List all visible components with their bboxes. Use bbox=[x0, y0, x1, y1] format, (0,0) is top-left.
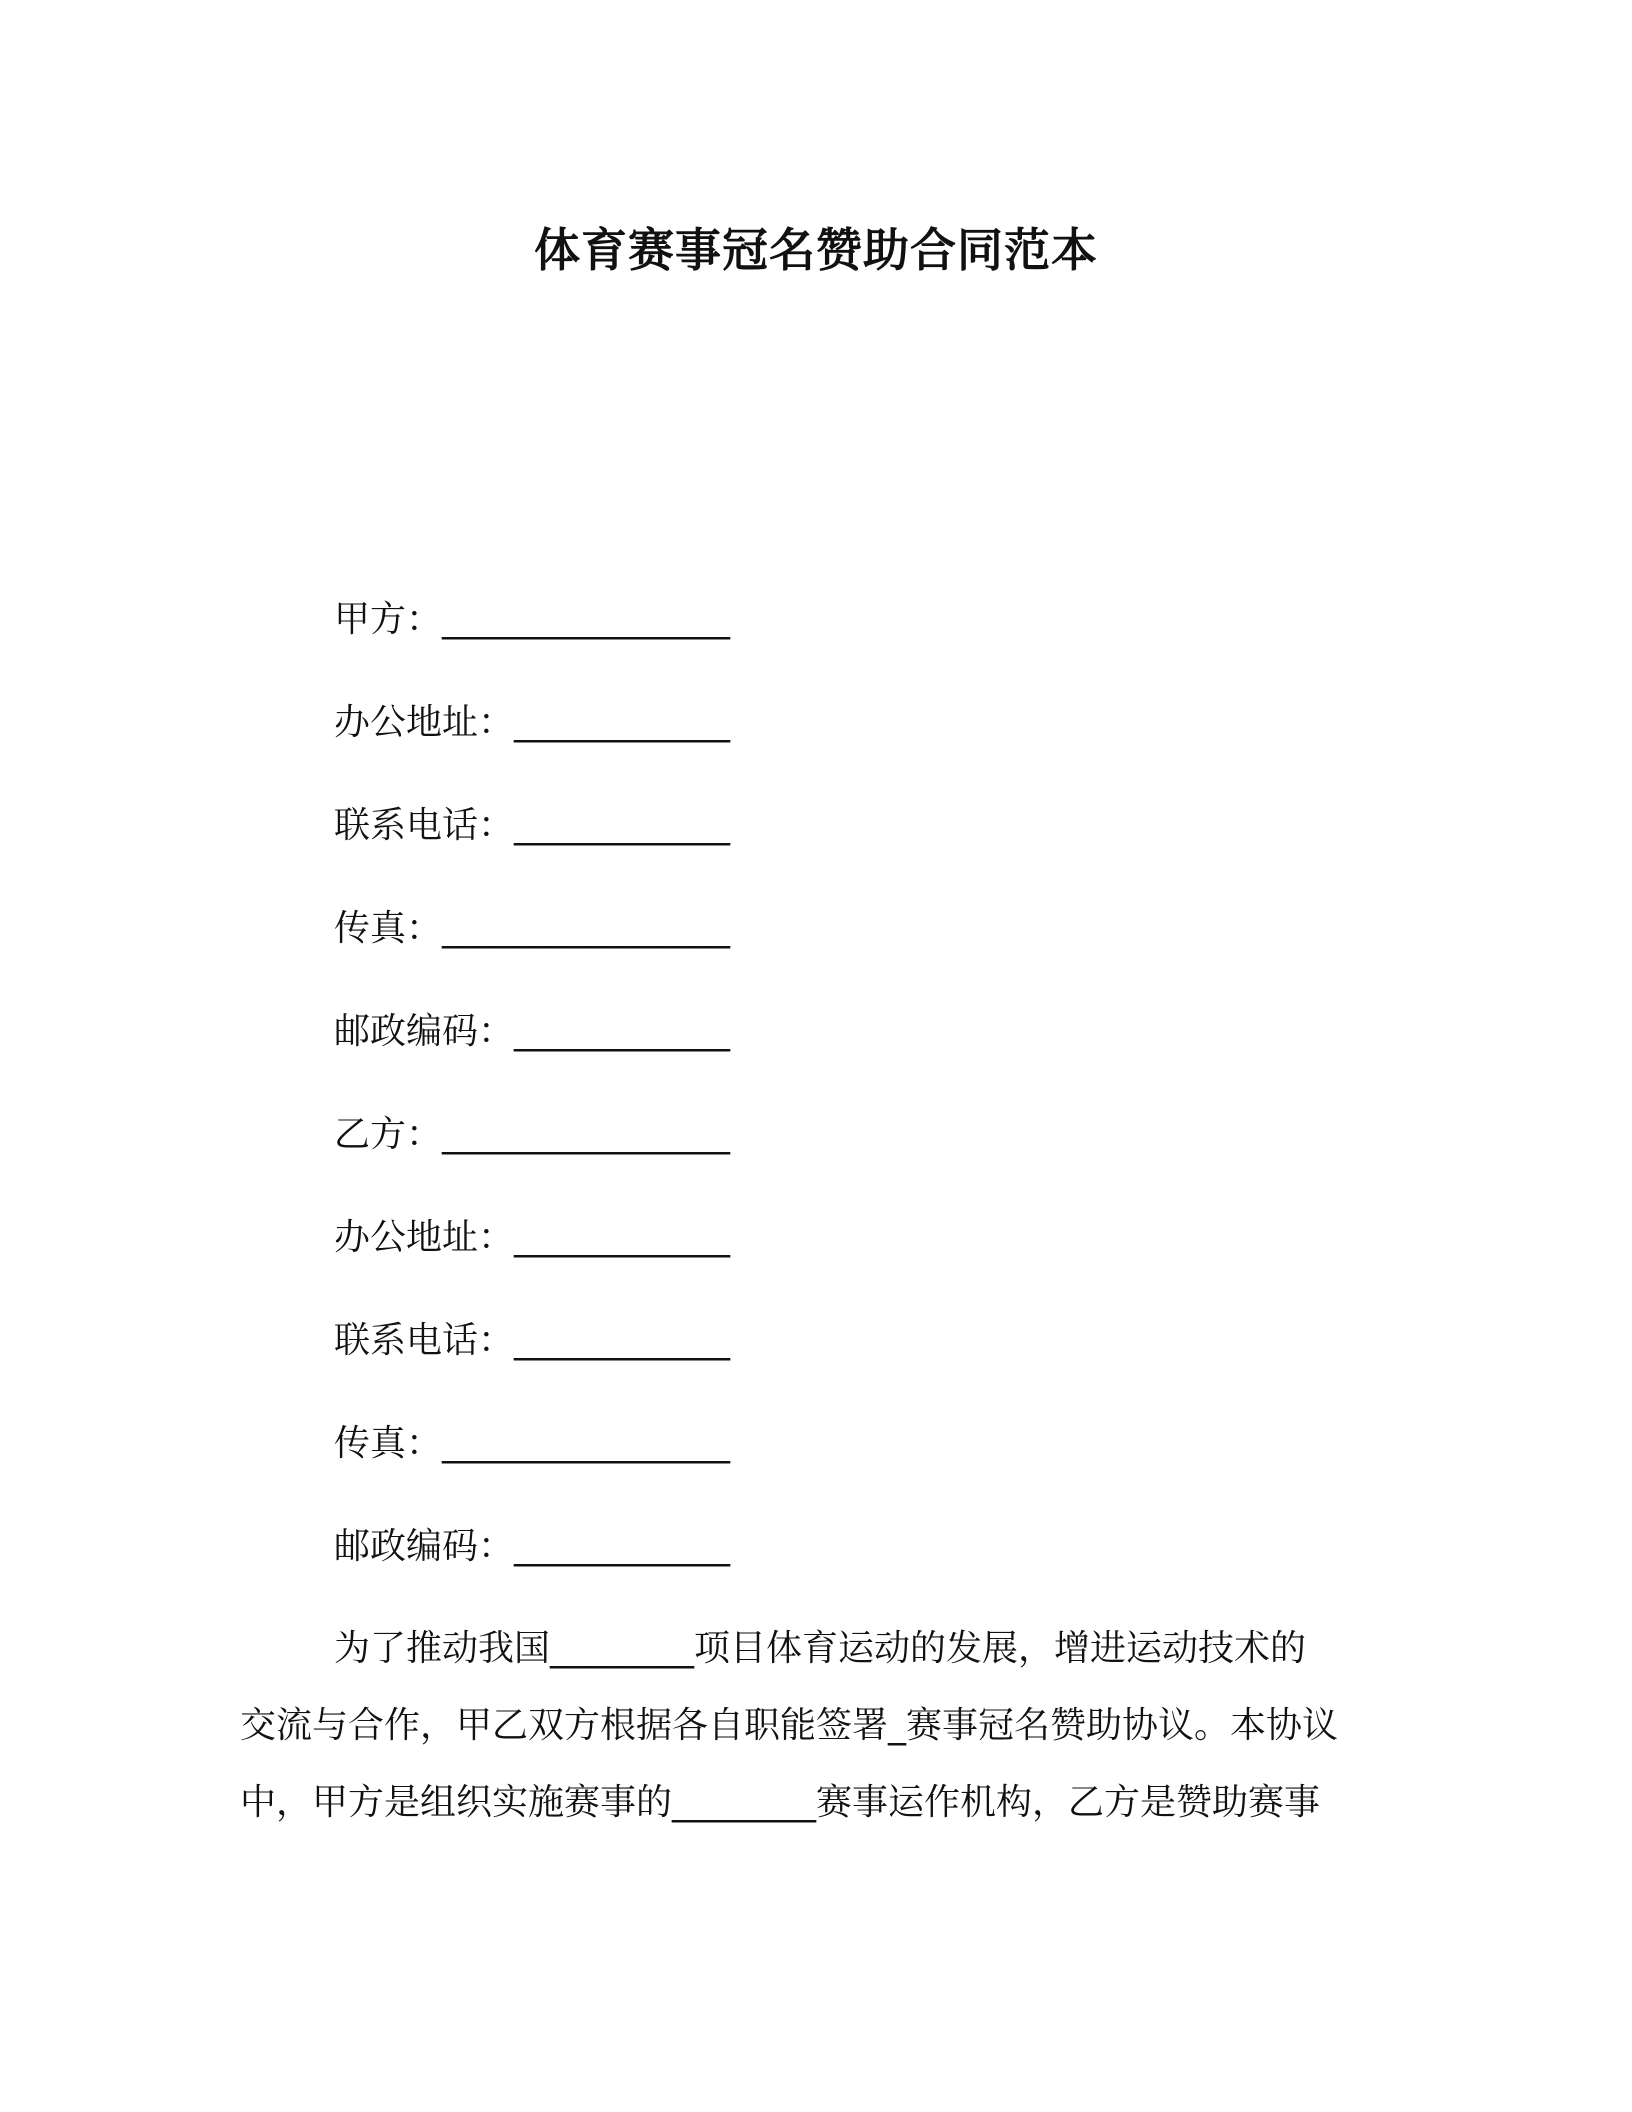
party-b-name-field: 乙方：________________ bbox=[334, 1114, 731, 1155]
party-b-address-field: 办公地址：____________ bbox=[334, 1217, 731, 1258]
party-b-phone-field: 联系电话：____________ bbox=[334, 1320, 731, 1361]
party-b-postcode-field: 邮政编码：____________ bbox=[334, 1526, 731, 1567]
body-paragraph-line: 交流与合作，甲乙双方根据各自职能签署_赛事冠名赞助协议。本协议 bbox=[240, 1705, 1339, 1746]
document-title: 体育赛事冠名赞助合同范本 bbox=[534, 223, 1098, 277]
party-a-fax-field: 传真：________________ bbox=[334, 908, 731, 949]
party-a-address-field: 办公地址：____________ bbox=[334, 702, 731, 743]
party-b-fax-field: 传真：________________ bbox=[334, 1423, 731, 1464]
body-paragraph-line: 中，甲方是组织实施赛事的________赛事运作机构，乙方是赞助赛事 bbox=[240, 1782, 1321, 1823]
party-a-postcode-field: 邮政编码：____________ bbox=[334, 1011, 731, 1052]
body-paragraph-line: 为了推动我国________项目体育运动的发展，增进运动技术的 bbox=[334, 1628, 1307, 1669]
party-a-phone-field: 联系电话：____________ bbox=[334, 805, 731, 846]
party-a-name-field: 甲方：________________ bbox=[334, 599, 731, 640]
